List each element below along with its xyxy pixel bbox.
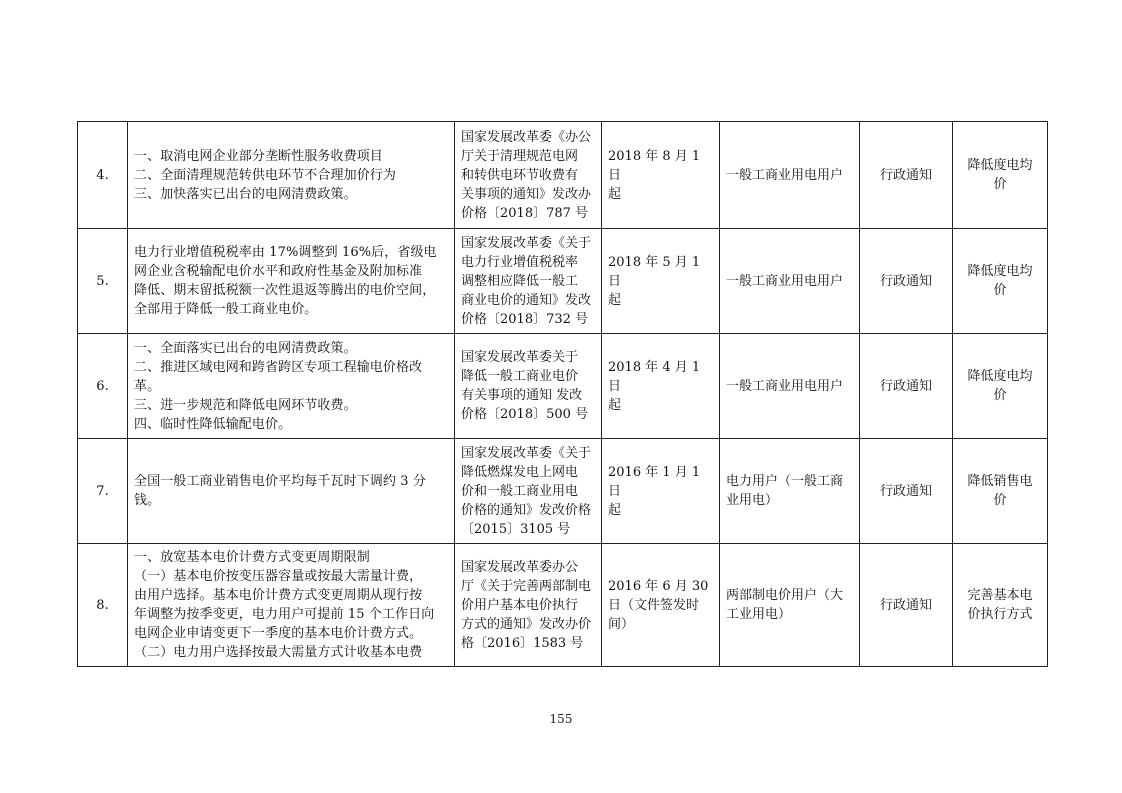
- table-row: [78, 334, 1048, 439]
- purpose-cell: [953, 229, 1048, 334]
- cell-line: 三、加快落实已出台的电网清费政策。: [134, 186, 357, 202]
- cell-line: 一般工商业用电用户: [726, 378, 844, 394]
- cell-line: 电力行业增值税税率: [461, 254, 579, 270]
- cell-line: 2016 年 1 月 1 日: [608, 464, 701, 499]
- cell-line: 全国一般工商业销售电价平均每千瓦时下调约 3 分: [134, 474, 426, 489]
- cell-line: 电网企业申请变更下一季度的基本电价计费方式。: [134, 626, 423, 641]
- effective-date-cell: [602, 229, 720, 334]
- cell-line: 国家发展改革委《关于: [461, 235, 592, 251]
- cell-line: 厅关于清理规范电网: [461, 148, 579, 164]
- row-number-cell: 8.: [78, 544, 128, 667]
- effective-date-cell: [602, 334, 720, 439]
- cell-line: 方式的通知》发改办价: [461, 616, 592, 632]
- effective-date-cell: [602, 439, 720, 544]
- policy-content-cell: [128, 334, 455, 439]
- target-users-cell: [720, 334, 860, 439]
- notice-type-cell: 行政通知: [860, 544, 953, 667]
- row-number-cell: 6.: [78, 334, 128, 439]
- policy-document-cell: [455, 122, 602, 229]
- cell-line: 钱。: [134, 493, 161, 508]
- cell-line: 起: [608, 397, 622, 413]
- cell-line: 降低度电均: [967, 369, 1033, 384]
- cell-line: 电力用户（一般工商: [726, 474, 844, 489]
- cell-line: 价: [993, 283, 1007, 298]
- table-row: [78, 229, 1048, 334]
- cell-line: 一、放宽基本电价计费方式变更周期限制: [134, 550, 370, 565]
- cell-line: 2018 年 5 月 1 日: [608, 254, 701, 289]
- cell-line: 起: [608, 502, 622, 518]
- table-row: [78, 122, 1048, 229]
- cell-line: 国家发展改革委办公: [461, 559, 579, 575]
- cell-line: 价和一般工商业用电: [461, 483, 579, 499]
- cell-line: 降低一般工商业电价: [461, 369, 579, 384]
- cell-line: 由用户选择。基本电价计费方式变更周期从现行按: [134, 588, 423, 603]
- policy-document-cell: [455, 439, 602, 544]
- row-number-cell: 5.: [78, 229, 128, 334]
- table-row: [78, 544, 1048, 667]
- notice-type-cell: 行政通知: [860, 439, 953, 544]
- cell-line: 降低度电均: [967, 158, 1033, 173]
- notice-type-cell: 行政通知: [860, 334, 953, 439]
- cell-line: （一）基本电价按变压器容量或按最大需量计费，: [134, 569, 423, 584]
- notice-type-cell: 行政通知: [860, 229, 953, 334]
- cell-line: 国家发展改革委《办公: [461, 129, 592, 145]
- cell-line: 一、取消电网企业部分垄断性服务收费项目: [134, 148, 383, 164]
- cell-line: 四、临时性降低输配电价。: [134, 416, 292, 432]
- cell-line: 日（文件签发时: [608, 597, 700, 613]
- purpose-cell: [953, 122, 1048, 229]
- cell-line: 一、全面落实已出台的电网清费政策。: [134, 340, 357, 356]
- cell-line: 起: [608, 186, 622, 202]
- cell-line: 厅《关于完善两部制电: [461, 578, 592, 594]
- cell-line: 价格的通知》发改价格: [461, 502, 592, 518]
- policy-table: [77, 121, 1048, 667]
- cell-line: 价用户基本电价执行: [461, 597, 579, 613]
- cell-line: 一般工商业用电用户: [726, 167, 844, 183]
- effective-date-cell: [602, 122, 720, 229]
- row-number-cell: 4.: [78, 122, 128, 229]
- cell-line: 价: [993, 493, 1007, 508]
- purpose-cell: [953, 439, 1048, 544]
- cell-line: 调整相应降低一般工: [461, 273, 579, 289]
- cell-line: 〔2015〕3105 号: [461, 521, 571, 537]
- effective-date-cell: [602, 544, 720, 667]
- cell-line: 价格〔2018〕500 号: [461, 407, 589, 422]
- cell-line: 2016 年 6 月 30: [608, 578, 709, 594]
- purpose-cell: [953, 334, 1048, 439]
- notice-type-cell: 行政通知: [860, 122, 953, 229]
- cell-line: 国家发展改革委关于: [461, 350, 579, 365]
- cell-line: 起: [608, 292, 622, 308]
- cell-line: 二、推进区域电网和跨省跨区专项工程输电价格改: [134, 359, 423, 375]
- cell-line: 2018 年 8 月 1 日: [608, 148, 701, 183]
- cell-line: 和转供电环节收费有: [461, 167, 579, 183]
- row-number-cell: 7.: [78, 439, 128, 544]
- cell-line: 价: [993, 388, 1007, 403]
- cell-line: 三、进一步规范和降低电网环节收费。: [134, 397, 357, 413]
- cell-line: 降低燃煤发电上网电: [461, 464, 579, 480]
- policy-document-cell: [455, 334, 602, 439]
- cell-line: 商业电价的通知》发改: [461, 292, 592, 308]
- cell-line: 全部用于降低一般工商业电价。: [134, 302, 318, 317]
- cell-line: 网企业含税输配电价水平和政府性基金及附加标准: [134, 264, 423, 279]
- target-users-cell: [720, 544, 860, 667]
- cell-line: 2018 年 4 月 1 日: [608, 359, 701, 394]
- policy-content-cell: [128, 229, 455, 334]
- cell-line: 一般工商业用电用户: [726, 273, 844, 289]
- policy-document-cell: [455, 544, 602, 667]
- target-users-cell: [720, 229, 860, 334]
- cell-line: 工业用电）: [726, 607, 792, 622]
- cell-line: 有关事项的通知 发改: [461, 388, 583, 403]
- target-users-cell: [720, 122, 860, 229]
- cell-line: 价执行方式: [967, 607, 1033, 622]
- purpose-cell: [953, 544, 1048, 667]
- cell-line: 间）: [608, 616, 635, 632]
- policy-content-cell: [128, 122, 455, 229]
- policy-content-cell: [128, 439, 455, 544]
- cell-line: 降低度电均: [967, 264, 1033, 279]
- cell-line: 价格〔2018〕787 号: [461, 205, 589, 221]
- cell-line: 电力行业增值税税率由 17%调整到 16%后，省级电: [134, 245, 437, 260]
- cell-line: 降低销售电: [967, 474, 1033, 489]
- target-users-cell: [720, 439, 860, 544]
- page-number: 155: [549, 712, 573, 726]
- table-row: [78, 439, 1048, 544]
- cell-line: 价格〔2018〕732 号: [461, 311, 589, 327]
- cell-line: 两部制电价用户（大: [726, 588, 844, 603]
- cell-line: （二）电力用户选择按最大需量方式计收基本电费: [134, 645, 423, 660]
- cell-line: 二、全面清理规范转供电环节不合理加价行为: [134, 167, 397, 183]
- cell-line: 国家发展改革委《关于: [461, 445, 592, 461]
- policy-document-cell: [455, 229, 602, 334]
- cell-line: 关事项的通知》发改办: [461, 186, 592, 202]
- cell-line: 完善基本电: [967, 588, 1033, 603]
- cell-line: 价: [993, 177, 1007, 192]
- cell-line: 年调整为按季变更，电力用户可提前 15 个工作日向: [134, 607, 435, 622]
- cell-line: 降低、期末留抵税额一次性退返等腾出的电价空间，: [134, 283, 436, 298]
- policy-content-cell: [128, 544, 455, 667]
- cell-line: 业用电）: [726, 493, 779, 508]
- cell-line: 格〔2016〕1583 号: [461, 635, 584, 651]
- cell-line: 革。: [134, 378, 161, 394]
